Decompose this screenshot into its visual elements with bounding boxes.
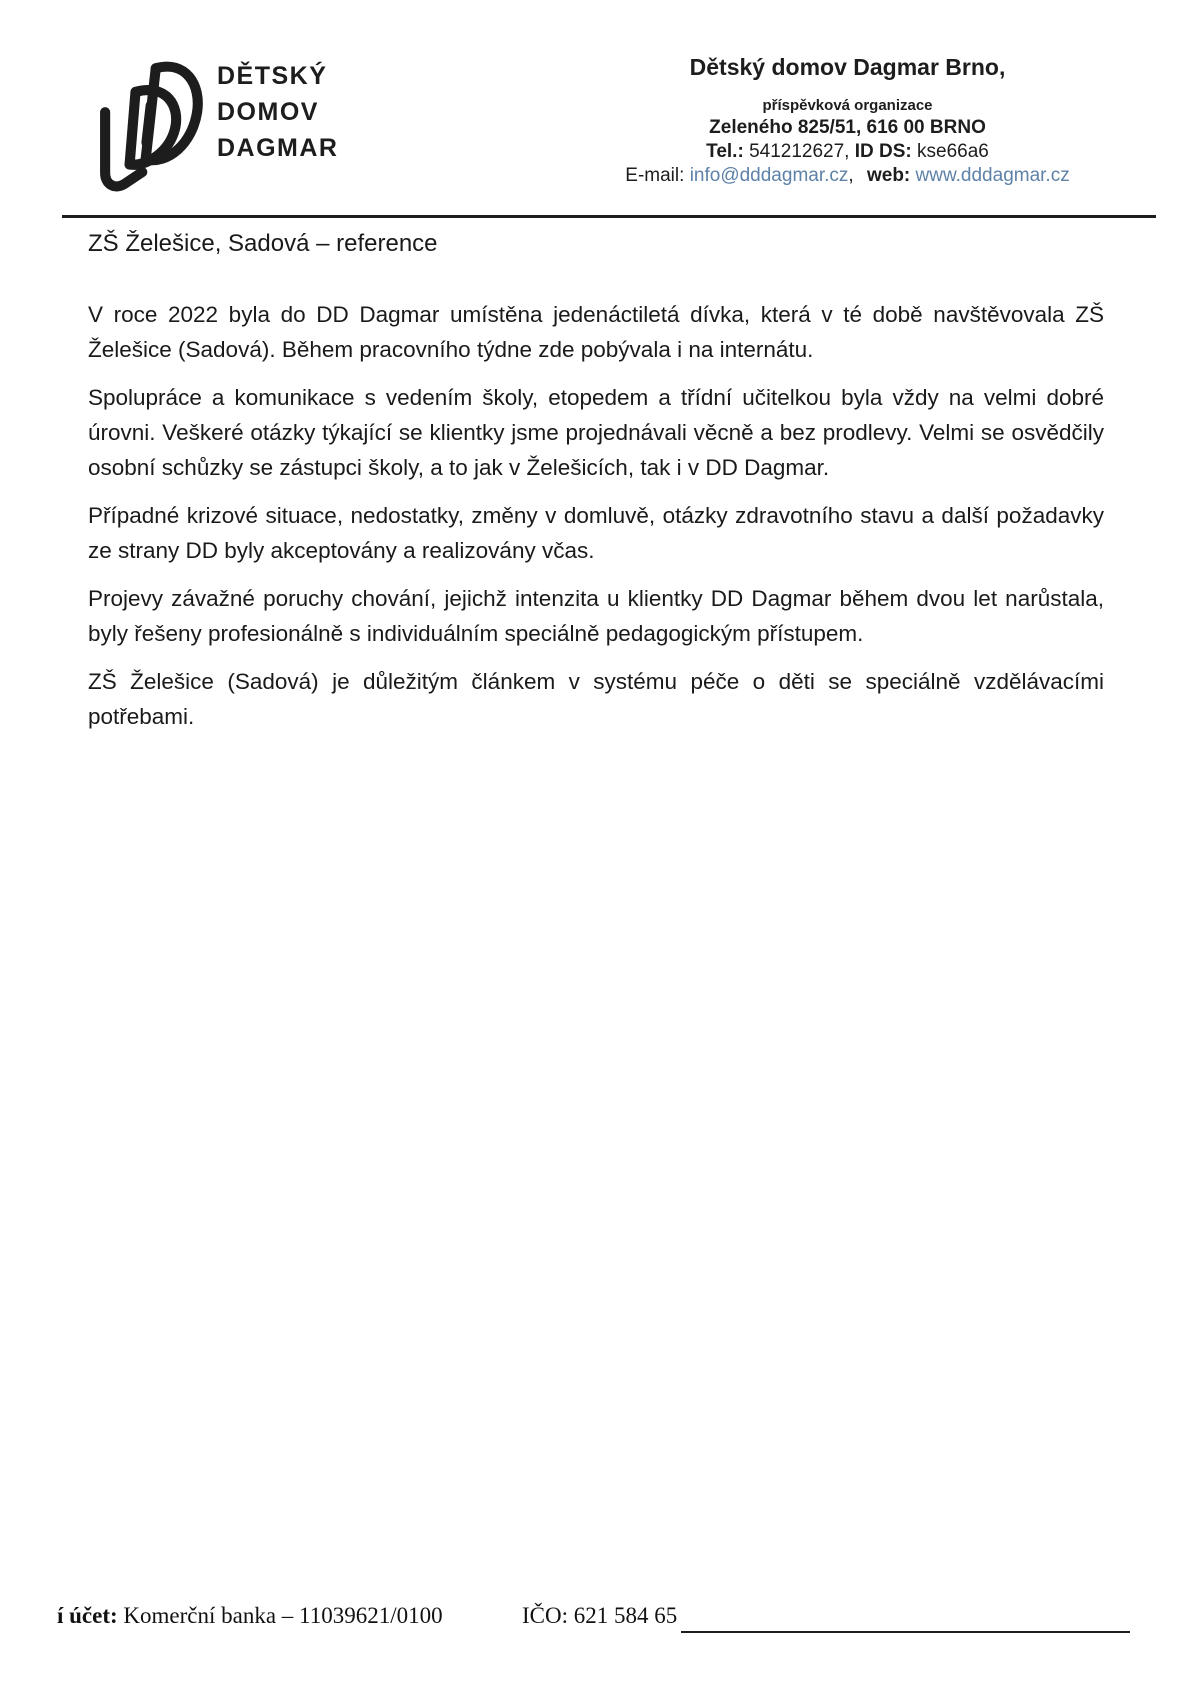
paragraph: Případné krizové situace, nedostatky, změny v domluvě, otázky zdravotního stavu a další požadavky ze strany DD byly akceptovány a realizovány včas. <box>88 503 1104 563</box>
bank-account-label: í účet: <box>57 1603 118 1628</box>
document-body <box>88 297 1104 747</box>
ico-number: IČO: 621 584 65 <box>522 1603 678 1628</box>
paragraph: Projevy závažné poruchy chování, jejichž intenzita u klientky DD Dagmar během dvou let narůstala, byly řešeny profesionálně s individuálním speciálně pedagogickým přístupem. <box>88 586 1104 646</box>
org-type: příspěvková organizace <box>762 97 933 114</box>
tel-value: 541212627, <box>749 141 850 162</box>
org-web-line <box>590 164 1105 188</box>
logo <box>95 50 339 198</box>
paragraph: V roce 2022 byla do DD Dagmar umístěna jedenáctiletá dívka, která v té době navštěvovala ZŠ Želešice (Sadová). Během pracovního týdne zde pobývala i na internátu. <box>88 302 1104 362</box>
logo-word-line: DĚTSKÝ <box>217 62 328 90</box>
org-address: Zeleného 825/51, 616 00 BRNO <box>709 117 986 138</box>
idds-label: ID DS: <box>854 141 912 162</box>
idds-value: kse66a6 <box>917 141 989 162</box>
dd-monogram-icon <box>95 50 203 198</box>
logo-word-line: DOMOV <box>217 98 319 126</box>
web-link[interactable]: www.dddagmar.cz <box>915 165 1070 186</box>
document-footer <box>0 1600 1190 1645</box>
logo-wordmark <box>217 58 339 166</box>
tel-label: Tel.: <box>706 141 744 162</box>
org-contact-line <box>590 140 1105 164</box>
web-label: web: <box>866 165 911 186</box>
letterhead <box>590 54 1105 188</box>
email-link[interactable]: info@dddagmar.cz <box>689 165 849 186</box>
paragraph: ZŠ Želešice (Sadová) je důležitým článkem v systému péče o děti se speciálně vzdělávacími potřebami. <box>88 669 1104 729</box>
email-separator: , <box>848 165 854 186</box>
org-name: Dětský domov Dagmar Brno, <box>689 54 1006 80</box>
document-title: ZŠ Želešice, Sadová – reference <box>88 230 438 257</box>
bank-account <box>57 1603 443 1629</box>
email-label: E-mail: <box>625 165 685 186</box>
paragraph: Spolupráce a komunikace s vedením školy, etopedem a třídní učitelkou byla vždy na velmi dobré úrovni. Veškeré otázky týkající se klientky jsme projednávali věcně a bez prodlevy. Velmi se osvědčily osobní schůzky se zástupci školy, a to jak v Želešicích, tak i v DD Dagmar. <box>88 385 1104 480</box>
bank-account-value: Komerční banka – 11039621/0100 <box>123 1603 443 1628</box>
logo-word-line: DAGMAR <box>217 134 339 162</box>
footer-underline <box>681 1631 1130 1633</box>
header-divider <box>62 215 1156 218</box>
